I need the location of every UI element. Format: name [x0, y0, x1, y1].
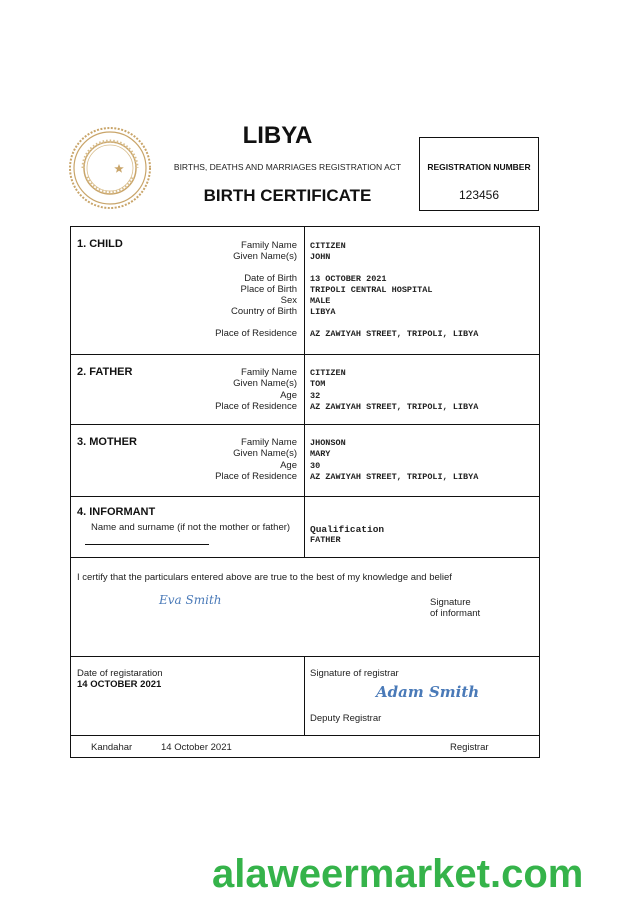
child-values [310, 241, 478, 340]
value-given-names: TOM [310, 379, 326, 390]
value-sex: MALE [310, 296, 331, 307]
section-child [71, 227, 539, 355]
child-labels [215, 240, 297, 339]
father-values [310, 368, 478, 413]
section-informant [71, 496, 539, 558]
label-place-of-residence: Place of Residence [215, 470, 297, 482]
informant-name-label: Name and surname (if not the mother or father) [91, 522, 291, 533]
value-age: 30 [310, 460, 321, 471]
label-age: Age [280, 389, 297, 401]
label-family-name: Family Name [241, 240, 297, 251]
footer-role: Registrar [450, 742, 489, 753]
footer-place: Kandahar [91, 742, 133, 753]
label-country-of-birth: Country of Birth [231, 306, 297, 318]
value-family-name: JHONSON [310, 438, 346, 448]
value-place-of-residence: AZ ZAWIYAH STREET, TRIPOLI, LIBYA [310, 401, 479, 412]
section-certification [71, 557, 539, 657]
section-title-father: 2. FATHER [77, 366, 133, 378]
label-place-of-birth: Place of Birth [240, 283, 297, 295]
document-title: BIRTH CERTIFICATE [203, 186, 372, 205]
signature-label-line1: Signature [430, 597, 471, 608]
birth-certificate-form [70, 226, 540, 758]
certification-statement: I certify that the particulars entered above are true to the best of my knowledge and belief [77, 572, 452, 583]
qualification-value: FATHER [310, 535, 341, 546]
value-family-name: CITIZEN [310, 241, 346, 251]
value-country-of-birth: LIBYA [310, 307, 336, 318]
value-place-of-birth: TRIPOLI CENTRAL HOSPITAL [310, 284, 433, 295]
label-given-names: Given Name(s) [233, 378, 297, 390]
registration-date-value: 14 OCTOBER 2021 [77, 679, 162, 690]
informant-name-line [85, 544, 209, 545]
registration-number-box [419, 137, 539, 211]
label-given-names: Given Name(s) [233, 251, 297, 263]
footer-date: 14 October 2021 [161, 742, 232, 753]
label-given-names: Given Name(s) [233, 448, 297, 460]
registration-date-label: Date of registaration [77, 668, 163, 679]
value-family-name: CITIZEN [310, 368, 346, 378]
informant-qualification [310, 524, 384, 547]
watermark-text: alaweermarket.com [212, 852, 584, 896]
section-mother [71, 424, 539, 497]
libya-state-emblem-icon [69, 127, 151, 209]
label-place-of-residence: Place of Residence [215, 327, 297, 339]
value-place-of-residence: AZ ZAWIYAH STREET, TRIPOLI, LIBYA [310, 328, 479, 339]
registrar-title: Deputy Registrar [310, 713, 382, 724]
signature-label-line2: of informant [430, 608, 481, 619]
label-date-of-birth: Date of Birth [244, 272, 297, 284]
qualification-label: Qualification [310, 524, 385, 535]
informant-signature-label [430, 597, 480, 619]
registrar-signature: Adam Smith [376, 683, 480, 701]
section-registration [71, 656, 539, 736]
label-place-of-residence: Place of Residence [215, 400, 297, 412]
country-title: LIBYA [242, 122, 313, 149]
section-title-child: 1. CHILD [77, 238, 123, 250]
value-given-names: JOHN [310, 252, 331, 263]
act-name: BIRTHS, DEATHS AND MARRIAGES REGISTRATION ACT [173, 162, 402, 172]
label-family-name: Family Name [241, 367, 297, 378]
label-sex: Sex [280, 295, 297, 307]
father-labels [215, 367, 297, 412]
mother-values [310, 438, 478, 483]
section-title-mother: 3. MOTHER [77, 436, 137, 448]
value-given-names: MARY [310, 449, 331, 460]
informant-signature: Eva Smith [159, 593, 222, 607]
mother-labels [215, 437, 297, 482]
registration-number-label: REGISTRATION NUMBER [427, 162, 531, 172]
section-title-informant: 4. INFORMANT [77, 506, 156, 518]
value-date-of-birth: 13 OCTOBER 2021 [310, 273, 387, 284]
certificate-footer [71, 736, 539, 758]
label-age: Age [280, 459, 297, 471]
value-place-of-residence: AZ ZAWIYAH STREET, TRIPOLI, LIBYA [310, 471, 479, 482]
label-family-name: Family Name [241, 437, 297, 448]
value-age: 32 [310, 390, 321, 401]
section-father [71, 354, 539, 425]
registration-number-value: 123456 [458, 188, 500, 202]
registrar-signature-label: Signature of registrar [310, 668, 399, 679]
